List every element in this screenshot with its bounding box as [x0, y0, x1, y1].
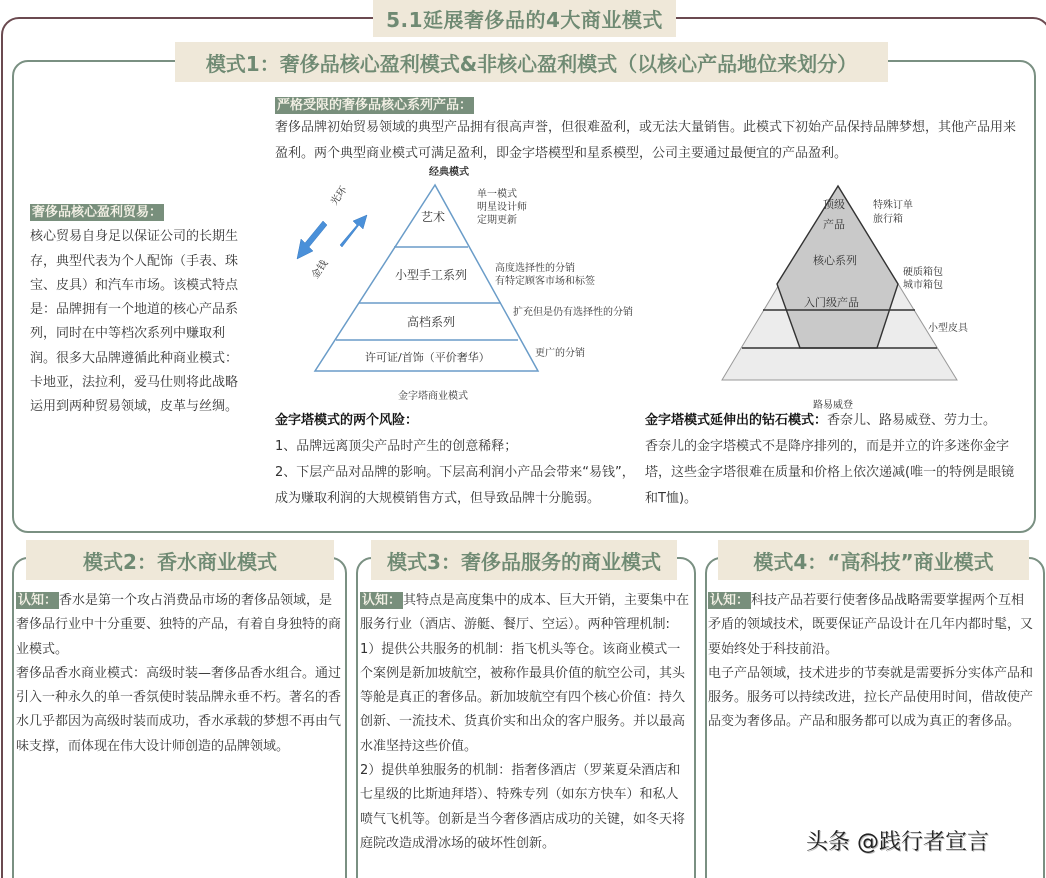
level-handmade: 小型手工系列	[395, 268, 468, 282]
mode3-tag: 认知：	[362, 593, 402, 608]
mode3-title: 模式3：奢侈品服务的商业模式	[371, 540, 677, 580]
arrow-up-label: 光环	[329, 184, 350, 208]
arrow-up-icon	[340, 215, 367, 247]
core-trade-tag: 奢侈品核心盈利贸易：	[32, 205, 163, 220]
intro-text: 奢侈品牌初始贸易领域的典型产品拥有很高声誉，但很难盈利，或无法大量销售。此模式下初始产品保持品牌梦想，其他产品用来盈利。两个典型商业模式可满足盈利，即金字塔模型和星系模型，公司主要通过最便宜的产品盈利。	[275, 120, 1017, 161]
mode3-body: 认知： 其特点是高度集中的成本、巨大开销，主要集中在服务行业（酒店、游艇、餐厅、空运）。两种管理机制: 1）提供公共服务的机制：指飞机头等仓。该商业模式一个案例是新加坡航空，被称作最具价值的航空公司，其头等舱是真正的奢侈品。新加坡航空有四个核心价值：持久创新、一流技术、货真价实和出众的客户服务。并以最高水准坚持这些价值。 2）提供单独服务的机制：指奢侈酒店（罗莱夏朵酒店和七星级的比斯迪拜塔）、特殊专列（如东方快车）和私人喷气飞机等。创新是当今奢侈酒店成功的关键，如冬天将庭院改造成滑冰场的破坏性创新。	[360, 593, 690, 851]
svg-text:定期更新: 定期更新	[477, 215, 517, 226]
classic-pyramid-diagram	[285, 163, 650, 408]
diamond-brands: 香奈儿、路易威登、劳力士。	[827, 413, 997, 428]
risk-item: 2、下层产品对品牌的影响。下层高利润小产品会带来“易钱”，成为赚取利润的大规模销售方式，但导致品牌十分脆弱。	[275, 465, 635, 506]
svg-text:小型皮具: 小型皮具	[928, 323, 968, 334]
svg-text:产品: 产品	[823, 218, 845, 231]
diamond-block	[645, 408, 1015, 512]
risks-heading: 金字塔模式的两个风险：	[275, 413, 419, 428]
level-art: 艺术	[421, 210, 446, 224]
mode4-tag: 认知：	[710, 593, 750, 608]
svg-text:城市箱包: 城市箱包	[903, 280, 943, 291]
core-trade-block	[30, 201, 245, 420]
pyramid-top-label: 经典模式	[429, 167, 469, 178]
svg-text:顶级: 顶级	[823, 198, 845, 211]
pyramid-bottom-label: 金字塔商业模式	[398, 391, 468, 402]
mode1-title: 模式1：奢侈品核心盈利模式&非核心盈利模式（以核心产品地位来划分）	[175, 42, 888, 82]
diamond-text: 香奈儿的金字塔模式不是降序排列的，而是并立的许多迷你金字塔，这些金字塔很难在质量和价格上依次递减(唯一的特例是眼镜和T恤)。	[645, 439, 1015, 506]
svg-text:入门级产品: 入门级产品	[804, 296, 859, 309]
mode2-tag: 认知：	[18, 593, 58, 608]
mode4-title: 模式4：“高科技”商业模式	[718, 540, 1029, 580]
svg-text:旅行箱: 旅行箱	[873, 214, 903, 225]
svg-text:明星设计师: 明星设计师	[477, 202, 527, 213]
svg-text:有特定顾客市场和标签: 有特定顾客市场和标签	[495, 276, 595, 287]
svg-text:核心系列: 核心系列	[813, 254, 857, 267]
lv-bottom-label: 路易威登	[813, 400, 853, 411]
svg-text:高度选择性的分销: 高度选择性的分销	[495, 263, 575, 274]
mode2-title: 模式2：香水商业模式	[26, 540, 334, 580]
watermark: 头条 @践行者宣言	[806, 830, 989, 855]
mode4-body: 认知： 科技产品若要行使奢侈品战略需要掌握两个互相矛盾的领域技术，既要保证产品设计在几年内都时髦，又要始终处于科技前沿。 电子产品领域，技术进步的节奏就是需要拆分实体产品和服务。服务可以持续改进，拉长产品使用时间，借故使产品变为奢侈品。产品和服务都可以成为真正的奢侈品。	[708, 593, 1034, 730]
risks-block	[275, 408, 640, 512]
diamond-heading: 金字塔模式延伸出的钻石模式：	[645, 413, 828, 428]
arrow-down-label: 金钱	[309, 258, 331, 282]
mode2-body: 认知： 香水是第一个攻占消费品市场的奢侈品领域，是奢侈品行业中十分重要、独特的产品，有着自身独特的商业模式。 奢侈品香水商业模式：高级时装—奢侈品香水组合。通过引入一种永久的单一香氛使时装品牌永垂不朽。著名的香水几乎都因为高级时装而成功，香水承载的梦想不再由气味支撑，而体现在伟大设计师创造的品牌领域。	[16, 593, 342, 754]
level-license: 许可证/首饰（平价奢华）	[365, 351, 490, 364]
intro-tag: 严格受限的奢侈品核心系列产品：	[277, 98, 473, 113]
svg-text:硬质箱包: 硬质箱包	[903, 267, 943, 278]
mode1-intro	[275, 93, 1025, 167]
svg-text:更广的分销: 更广的分销	[535, 348, 585, 359]
level-premium: 高档系列	[407, 315, 456, 329]
page-title: 5.1延展奢侈品的4大商业模式	[373, 0, 676, 37]
svg-text:特殊订单: 特殊订单	[873, 200, 913, 211]
arrow-down-icon	[297, 221, 327, 259]
lv-pyramid-diagram	[705, 172, 995, 412]
svg-text:单一模式: 单一模式	[477, 189, 517, 200]
risk-item: 1、品牌远离顶尖产品时产生的创意稀释；	[275, 439, 518, 454]
core-trade-text: 核心贸易自身足以保证公司的长期生存，典型代表为个人配饰（手表、珠宝、皮具）和汽车市场。该模式特点是：品牌拥有一个地道的核心产品系列，同时在中等档次系列中赚取利润。很多大品牌遵循此种商业模式：卡地亚，法拉利，爱马仕则将此战略运用到两种贸易领域，皮革与丝绸。	[30, 229, 239, 415]
svg-text:扩充但是仍有选择性的分销: 扩充但是仍有选择性的分销	[513, 307, 633, 318]
